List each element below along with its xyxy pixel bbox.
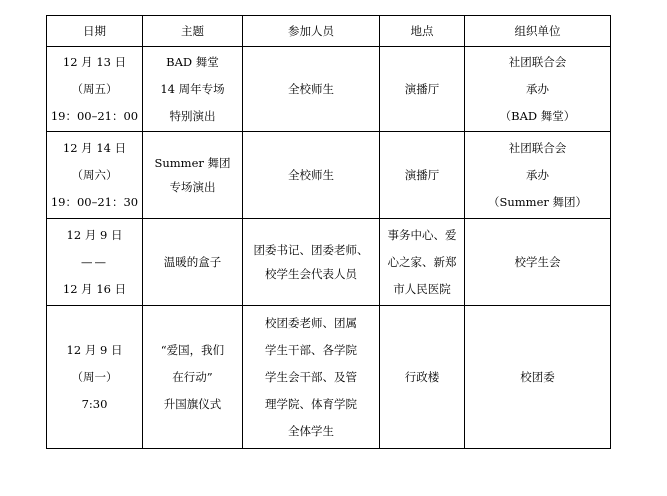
cell-theme: Summer 舞团 专场演出 [143, 132, 243, 219]
cell-participants: 全校师生 [243, 132, 380, 219]
cell-date: 12 月 9 日 （周一） 7:30 [47, 306, 143, 449]
header-date: 日期 [47, 16, 143, 47]
table-row [47, 47, 611, 132]
cell-participants: 全校师生 [243, 47, 380, 132]
event-schedule-table [46, 15, 611, 449]
table-row [47, 132, 611, 219]
cell-date: 12 月 13 日 （周五） 19：00–21：00 [47, 47, 143, 132]
cell-location: 事务中心、爱 心之家、新郑 市人民医院 [380, 219, 465, 306]
cell-theme: BAD 舞堂 14 周年专场 特别演出 [143, 47, 243, 132]
header-participants: 参加人员 [243, 16, 380, 47]
cell-date: 12 月 9 日 —— 12 月 16 日 [47, 219, 143, 306]
cell-location: 演播厅 [380, 132, 465, 219]
table-header-row [47, 16, 611, 47]
cell-date: 12 月 14 日 （周六） 19：00–21：30 [47, 132, 143, 219]
cell-organizer: 社团联合会 承办 （BAD 舞堂） [465, 47, 611, 132]
header-location: 地点 [380, 16, 465, 47]
cell-participants: 团委书记、团委老师、 校学生会代表人员 [243, 219, 380, 306]
cell-participants: 校团委老师、团属 学生干部、各学院 学生会干部、及管 理学院、体育学院 全体学生 [243, 306, 380, 449]
cell-location: 演播厅 [380, 47, 465, 132]
cell-organizer: 社团联合会 承办 （Summer 舞团） [465, 132, 611, 219]
header-organizer: 组织单位 [465, 16, 611, 47]
cell-theme: 温暖的盒子 [143, 219, 243, 306]
header-theme: 主题 [143, 16, 243, 47]
table-row [47, 306, 611, 449]
cell-organizer: 校学生会 [465, 219, 611, 306]
cell-theme: “爱国，我们 在行动” 升国旗仪式 [143, 306, 243, 449]
cell-organizer: 校团委 [465, 306, 611, 449]
table-row [47, 219, 611, 306]
cell-location: 行政楼 [380, 306, 465, 449]
